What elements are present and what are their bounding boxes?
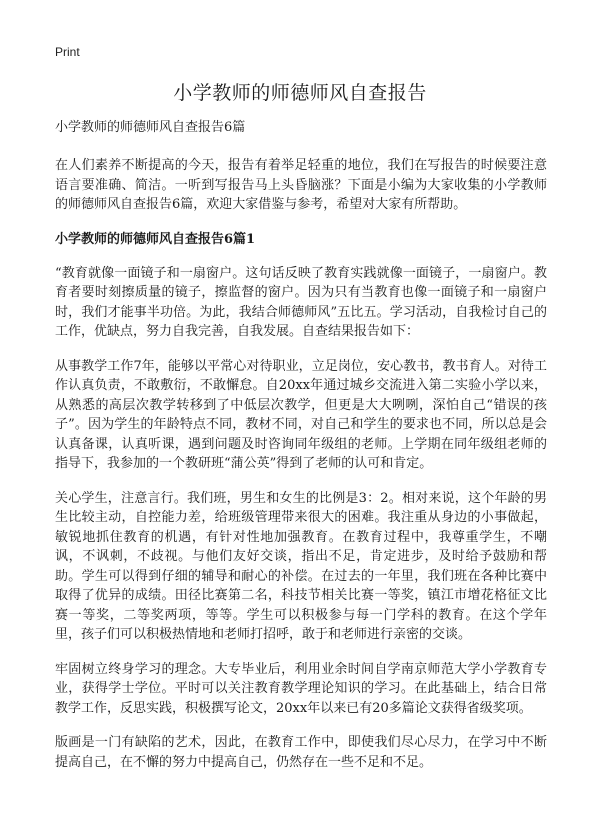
print-link[interactable]: Print bbox=[55, 45, 80, 59]
body-paragraph-2: 从事教学工作7年，能够以平常心对待职业，立足岗位，安心教书，教书育人。对待工作认真负责，不敢敷衍，不敢懈怠。自20xx年通过城乡交流进入第二实验小学以来，从熟悉的高层次教学转移到了中低层次教学，但更是大大咧咧，深怕自己“错误的孩子”。因为学生的年龄特点不同，教材不同，对自己和学生的要求也不同，所以总是会认真备课，认真听课，遇到问题及时咨询同年级组的老师。上学期在同年级组老师的指导下，我参加的一个教研班“蒲公英”得到了老师的认可和肯定。 bbox=[55, 358, 547, 471]
body-paragraph-3: 关心学生，注意言行。我们班，男生和女生的比例是3：2。相对来说，这个年龄的男生比较主动，自控能力差，给班级管理带来很大的困难。我注重从身边的小事做起，敏锐地抓住教育的机遇，有针对性地加强教育。在教育过程中，我尊重学生，不嘲讽，不讽刺，不歧视。与他们友好交谈，指出不足，肯定进步，及时给予鼓励和帮助。学生可以得到仔细的辅导和耐心的补偿。在过去的一年里，我们班在各种比赛中取得了优异的成绩。田径比赛第二名，科技节相关比赛一等奖，镇江市增花格征文比赛一等奖，二等奖两项，等等。学生可以积极参与每一门学科的教育。在这个学年里，孩子们可以积极热情地和老师打招呼，敢于和老师进行亲密的交谈。 bbox=[55, 490, 547, 642]
document-body bbox=[55, 118, 547, 787]
section-heading: 小学教师的师德师风自查报告6篇1 bbox=[55, 231, 256, 247]
document-subtitle: 小学教师的师德师风自查报告6篇 bbox=[55, 120, 246, 135]
body-paragraph-1: “教育就像一面镜子和一扇窗户。这句话反映了教育实践就像一面镜子，一扇窗户。教育者要时刻擦质量的镜子，擦监督的窗户。因为只有当教育也像一面镜子和一扇窗户时，我们才能事半功倍。为此，我结合师德师风”五比五。学习活动，自我检讨自己的工作，优缺点，努力自我完善，自我发展。自查结果报告如下： bbox=[55, 265, 547, 339]
body-paragraph-5: 版画是一门有缺陷的艺术，因此，在教育工作中，即使我们尽心尽力，在学习中不断提高自己，在不懈的努力中提高自己，仍然存在一些不足和不足。 bbox=[55, 735, 547, 770]
intro-paragraph: 在人们素养不断提高的今天，报告有着举足轻重的地位，我们在写报告的时候要注意语言要准确、简洁。一听到写报告马上头昏脑涨？下面是小编为大家收集的小学教师的师德师风自查报告6篇，欢迎大家借鉴与参考，希望对大家有所帮助。 bbox=[55, 158, 547, 212]
page-title: 小学教师的师德师风自查报告 bbox=[173, 82, 427, 104]
body-paragraph-4: 牢固树立终身学习的理念。大专毕业后，利用业余时间自学南京师范大学小学教育专业，获得学士学位。平时可以关注教育教学理论知识的学习。在此基础上，结合日常教学工作，反思实践，积极撰写论文，20xx年以来已有20多篇论文获得省级奖项。 bbox=[55, 661, 547, 716]
